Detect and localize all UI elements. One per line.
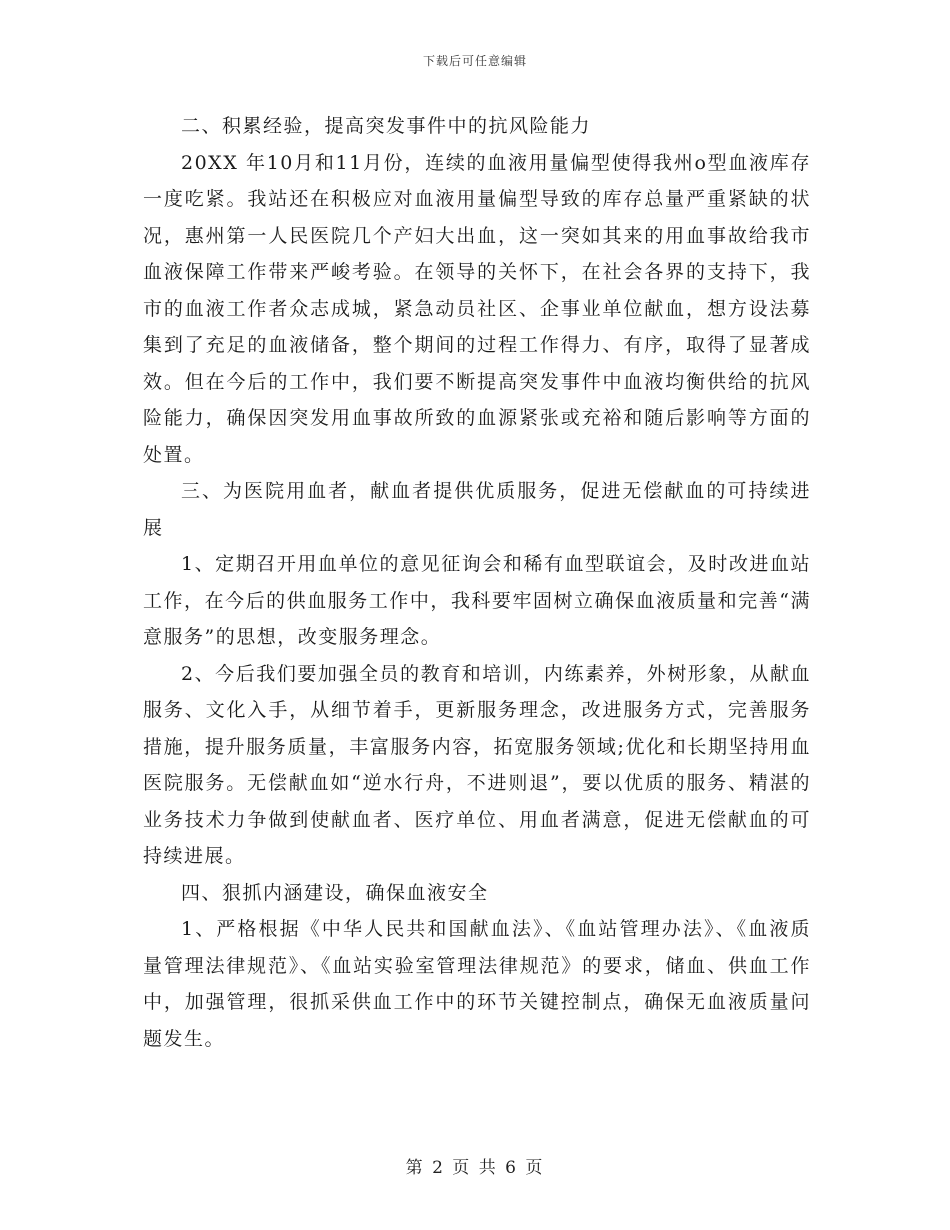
body-paragraph: 1、严格根据《中华人民共和国献血法》、《血站管理办法》、《血液质量管理法律规范》、《血站实验室管理法律规范》的要求，储血、供血工作中，加强管理，很抓采供血工作中的环节关键控制点，确保无血液质量问题发生。: [143, 918, 811, 1050]
page-header-note: 下载后可任意编辑: [422, 54, 527, 68]
body-paragraph: 1、定期召开用血单位的意见征询会和稀有血型联谊会，及时改进血站工作，在今后的供血服务工作中，我科要牢固树立确保血液质量和完善“满意服务”的思想，改变服务理念。: [143, 553, 811, 648]
page-number-label: 第 2 页 共 6 页: [405, 1158, 545, 1178]
page-number-footer: [0, 1153, 950, 1178]
section-heading-3: 三、为医院用血者，献血者提供优质服务，促进无偿献血的可持续进展: [143, 480, 811, 539]
section-heading-2: 二、积累经验，提高突发事件中的抗风险能力: [181, 115, 592, 137]
document-body: [143, 108, 811, 1057]
section-heading-4: 四、狠抓内涵建设，确保血液安全: [181, 881, 489, 904]
body-paragraph: 2、今后我们要加强全员的教育和培训，内练素养，外树形象，从献血服务、文化入手，从细节着手，更新服务理念，改进服务方式，完善服务措施，提升服务质量，丰富服务内容，拓宽服务领域;优化和长期坚持用血医院服务。无偿献血如“逆水行舟，不进则退”，要以优质的服务、精湛的业务技术力争做到使献血者、医疗单位、用血者满意，促进无偿献血的可持续进展。: [143, 662, 811, 867]
body-paragraph: 20XX 年10月和11月份，连续的血液用量偏型使得我州o型血液库存一度吃紧。我站还在积极应对血液用量偏型导致的库存总量严重紧缺的状况，惠州第一人民医院几个产妇大出血，这一突如其来的用血事故给我市血液保障工作带来严峻考验。在领导的关怀下，在社会各界的支持下，我市的血液工作者众志成城，紧急动员社区、企事业单位献血，想方设法募集到了充足的血液储备，整个期间的过程工作得力、有序，取得了显著成效。但在今后的工作中，我们要不断提高突发事件中血液均衡供给的抗风险能力，确保因突发用血事故所致的血源紧张或充裕和随后影响等方面的处置。: [143, 151, 811, 466]
